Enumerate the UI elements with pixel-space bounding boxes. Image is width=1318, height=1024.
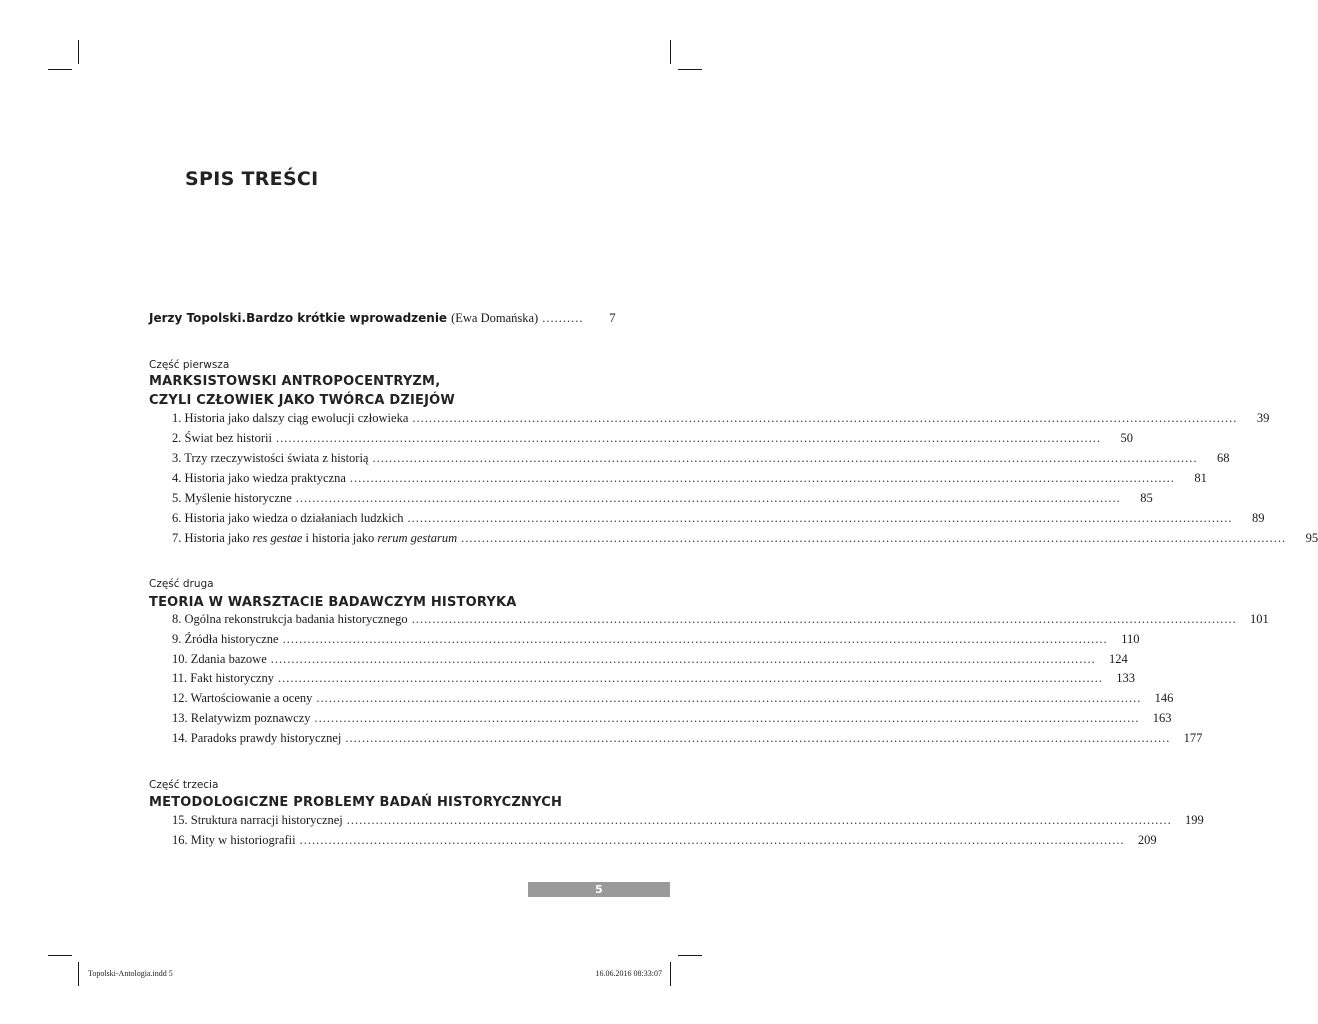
toc-entry[interactable] [172, 491, 1153, 509]
dot-leader: ........................................................................................................................................................................................................ [461, 531, 1287, 545]
toc-entry[interactable] [172, 731, 1203, 749]
dot-leader: ........................................................................................................................................................................................................ [316, 691, 1142, 705]
entry-page-number: 85 [1140, 491, 1153, 505]
dot-leader: ........................................................................................................................................................................................................ [412, 411, 1238, 425]
toc-entry[interactable] [172, 471, 1207, 489]
page-number-bar: 5 [528, 882, 670, 897]
entry-page-number: 101 [1249, 612, 1269, 626]
dot-leader: ........................................................................................................................................................................................................ [411, 612, 1237, 626]
intro-editor: (Ewa Domańska) [451, 311, 539, 325]
entry-page-number: 133 [1116, 671, 1135, 685]
part-title [149, 793, 562, 812]
toc-entry[interactable] [172, 632, 1140, 650]
entry-title: 15. Struktura narracji historycznej [172, 813, 343, 827]
toc-entry[interactable] [172, 813, 1204, 831]
entry-title: 9. Źródła historyczne [172, 632, 279, 646]
entry-page-number: 89 [1252, 511, 1265, 525]
entry-title: 11. Fakt historyczny [172, 671, 274, 685]
entry-title: 13. Relatywizm poznawczy [172, 711, 311, 725]
entry-page-number: 146 [1154, 691, 1174, 705]
entry-page-number: 199 [1185, 813, 1204, 827]
crop-mark [48, 955, 72, 956]
toc-entry[interactable] [172, 652, 1128, 670]
intro-title: Bardzo krótkie wprowadzenie [246, 311, 448, 325]
part-title-line: METODOLOGICZNE PROBLEMY BADAŃ HISTORYCZNYCH [149, 795, 563, 810]
toc-entry[interactable] [172, 451, 1230, 469]
dot-leader: ........................................................................................................................................................................................................ [407, 511, 1233, 525]
entry-title: 14. Paradoks prawdy historycznej [172, 731, 342, 745]
toc-entry[interactable] [172, 511, 1265, 529]
entry-title: 5. Myślenie historyczne [172, 491, 292, 505]
part-label: Część trzecia [149, 779, 219, 791]
toc-entry[interactable] [172, 671, 1135, 689]
entry-title: 3. Trzy rzeczywistości świata z historią [172, 451, 369, 465]
crop-mark [670, 962, 671, 986]
entry-page-number: 95 [1305, 531, 1318, 545]
toc-entry[interactable] [172, 711, 1172, 729]
entry-page-number: 110 [1121, 632, 1140, 646]
intro-page-number: 7 [609, 311, 616, 325]
toc-entry[interactable] [172, 411, 1270, 429]
toc-entry[interactable] [172, 691, 1174, 709]
part-label: Część pierwsza [149, 359, 230, 371]
entry-page-number: 209 [1137, 833, 1157, 847]
dot-leader: ........................................................................................................................................................................................................ [282, 632, 1108, 646]
dot-leader: ........................................................................................................................................................................................................ [276, 431, 1101, 445]
dot-leader: ........................................................................................................................................................................................................ [277, 671, 1103, 685]
entry-page-number: 50 [1120, 431, 1133, 445]
entry-title: 12. Wartościowanie a oceny [172, 691, 313, 705]
dot-leader: ........................................................................................................................................................................................................ [299, 833, 1125, 847]
toc-entry-intro[interactable] [149, 311, 616, 329]
part-title [149, 593, 516, 612]
toc-entry[interactable] [172, 431, 1133, 449]
entry-page-number: 39 [1256, 411, 1270, 425]
part-title [149, 372, 455, 410]
page-title: SPIS TREŚCI [185, 168, 319, 190]
dot-leader: ........................................................................................................................................................................................................ [372, 451, 1198, 465]
entry-title: 16. Mity w historiografii [172, 833, 296, 847]
entry-title: 7. Historia jako res gestae i historia jako rerum gestarum [172, 531, 458, 545]
crop-mark [678, 955, 702, 956]
dot-leader: .......... [542, 311, 584, 325]
entry-page-number: 124 [1109, 652, 1128, 666]
dot-leader: ........................................................................................................................................................................................................ [295, 491, 1121, 505]
dot-leader: ........................................................................................................................................................................................................ [349, 471, 1175, 485]
crop-mark [48, 69, 72, 70]
part-title-line: CZYLI CZŁOWIEK JAKO TWÓRCA DZIEJÓW [149, 393, 455, 408]
entry-title: 8. Ogólna rekonstrukcja badania historycznego [172, 612, 408, 626]
entry-title: 1. Historia jako dalszy ciąg ewolucji człowieka [172, 411, 409, 425]
part-title-line: MARKSISTOWSKI ANTROPOCENTRYZM, [149, 374, 441, 389]
footer-file-slug: Topolski-Antologia.indd 5 [88, 969, 173, 978]
crop-mark [78, 962, 79, 986]
entry-title: 4. Historia jako wiedza praktyczna [172, 471, 346, 485]
dot-leader: ........................................................................................................................................................................................................ [270, 652, 1096, 666]
entry-title: 6. Historia jako wiedza o działaniach ludzkich [172, 511, 404, 525]
toc-entry[interactable] [172, 531, 1318, 549]
part-title-line: TEORIA W WARSZTACIE BADAWCZYM HISTORYKA [149, 595, 517, 610]
dot-leader: ........................................................................................................................................................................................................ [345, 731, 1171, 745]
entry-page-number: 177 [1183, 731, 1203, 745]
dot-leader: ........................................................................................................................................................................................................ [346, 813, 1172, 827]
toc-entry[interactable] [172, 612, 1269, 630]
entry-page-number: 163 [1152, 711, 1172, 725]
crop-mark [678, 69, 702, 70]
toc-entry[interactable] [172, 833, 1157, 851]
footer-timestamp: 16.06.2016 08:33:07 [595, 969, 662, 978]
entry-title: 2. Świat bez historii [172, 431, 272, 445]
crop-mark [670, 40, 671, 64]
intro-author: Jerzy Topolski [149, 311, 242, 325]
dot-leader: ........................................................................................................................................................................................................ [314, 711, 1140, 725]
entry-page-number: 81 [1194, 471, 1207, 485]
intro-separator: . [241, 311, 247, 325]
entry-title: 10. Zdania bazowe [172, 652, 267, 666]
part-label: Część druga [149, 578, 214, 590]
crop-mark [78, 40, 79, 64]
entry-page-number: 68 [1216, 451, 1230, 465]
